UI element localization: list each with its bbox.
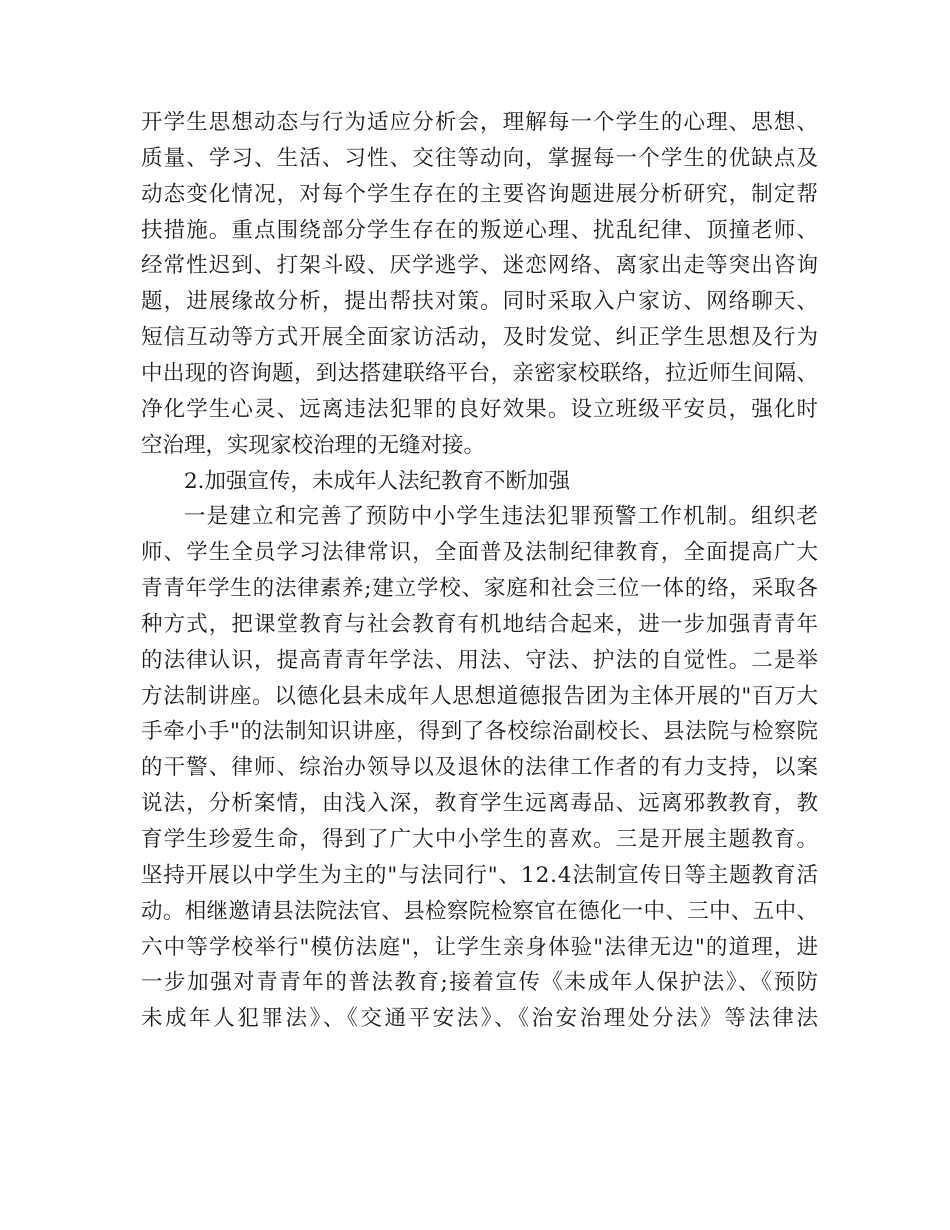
text-line-content: 青青年学生的法律素养;建立学校、家庭和社会三位一体的络，采取各 xyxy=(141,576,819,602)
text-line-content: 说法，分析案情，由浅入深，教育学生远离毒品、远离邪教教育，教 xyxy=(141,791,820,817)
text-line xyxy=(0,142,950,176)
text-line-content: 的法律认识，提高青青年学法、用法、守法、护法的自觉性。二是举 xyxy=(141,647,820,673)
text-line xyxy=(0,895,950,929)
text-line-content: 一步加强对青青年的普法教育;接着宣传《未成年人保护法》、《预防 xyxy=(141,970,820,996)
text-line xyxy=(0,214,950,248)
text-line-content: 开学生思想动态与行为适应分析会，理解每一个学生的心理、思想、 xyxy=(141,110,820,135)
text-line xyxy=(0,931,950,965)
text-line xyxy=(0,680,950,714)
text-line-content: 动态变化情况，对每个学生存在的主要咨询题进展分析研究，制定帮 xyxy=(141,181,820,207)
text-line xyxy=(0,572,950,606)
text-line xyxy=(0,1002,950,1036)
text-line-content: 育学生珍爱生命，得到了广大中小学生的喜欢。三是开展主题教育。 xyxy=(141,827,820,852)
text-line xyxy=(0,536,950,570)
text-line-content: 质量、学习、生活、习性、交往等动向，掌握每一个学生的优缺点及 xyxy=(141,145,820,171)
text-line-content: 未成年人犯罪法》、《交通平安法》、《治安治理处分法》等法律法 xyxy=(141,1006,821,1032)
text-line-content: 扶措施。重点围绕部分学生存在的叛逆心理、扰乱纪律、顶撞老师、 xyxy=(141,217,820,243)
text-line-content: 空治理，实现家校治理的无缝对接。 xyxy=(141,432,486,458)
text-line xyxy=(0,715,950,749)
text-line xyxy=(0,357,950,391)
text-line-content: 题，进展缘故分析，提出帮扶对策。同时采取入户家访、网络聊天、 xyxy=(141,289,820,315)
text-line xyxy=(0,823,950,857)
text-line-content: 坚持开展以中学生为主的"与法同行"、12.4法制宣传日等主题教育活 xyxy=(141,862,819,888)
text-line-content: 种方式，把课堂教育与社会教育有机地结合起来，进一步加强青青年 xyxy=(141,611,820,637)
text-line-content: 方法制讲座。以德化县未成年人思想道德报告团为主体开展的"百万大 xyxy=(141,683,819,709)
text-line xyxy=(0,285,950,319)
text-line xyxy=(0,966,950,1000)
text-line-content: 手牵小手"的法制知识讲座，得到了各校综治副校长、县法院与检察院 xyxy=(141,719,819,745)
text-line xyxy=(0,644,950,678)
text-line-content: 六中等学校举行"模仿法庭"，让学生亲身体验"法律无边"的道理，进 xyxy=(141,934,820,960)
text-line xyxy=(0,249,950,283)
text-line xyxy=(0,608,950,642)
text-line xyxy=(0,500,950,534)
text-line-content: 净化学生心灵、远离违法犯罪的良好效果。设立班级平安员，强化时 xyxy=(141,396,820,422)
text-line-content: 一是建立和完善了预防中小学生违法犯罪预警工作机制。组织老 xyxy=(184,504,820,530)
text-line-content: 动。相继邀请县法院法官、县检察院检察官在德化一中、三中、五中、 xyxy=(141,898,819,924)
text-line xyxy=(0,393,950,427)
text-line xyxy=(0,429,950,463)
text-line xyxy=(0,859,950,893)
text-line-content: 2.加强宣传，未成年人法纪教育不断加强 xyxy=(184,468,571,494)
text-line xyxy=(0,787,950,821)
text-line-content: 师、学生全员学习法律常识，全面普及法制纪律教育，全面提高广大 xyxy=(141,540,820,566)
text-line xyxy=(0,106,950,140)
text-line xyxy=(0,178,950,212)
text-line xyxy=(0,465,950,499)
text-line-content: 短信互动等方式开展全面家访活动，及时发觉、纠正学生思想及行为 xyxy=(141,325,820,351)
text-line xyxy=(0,751,950,785)
text-line xyxy=(0,321,950,355)
text-line-content: 经常性迟到、打架斗殴、厌学逃学、迷恋网络、离家出走等突出咨询 xyxy=(141,253,820,279)
text-line-content: 中出现的咨询题，到达搭建联络平台，亲密家校联络，拉近师生间隔、 xyxy=(141,360,819,386)
text-line-content: 的干警、律师、综治办领导以及退休的法律工作者的有力支持，以案 xyxy=(141,755,820,781)
